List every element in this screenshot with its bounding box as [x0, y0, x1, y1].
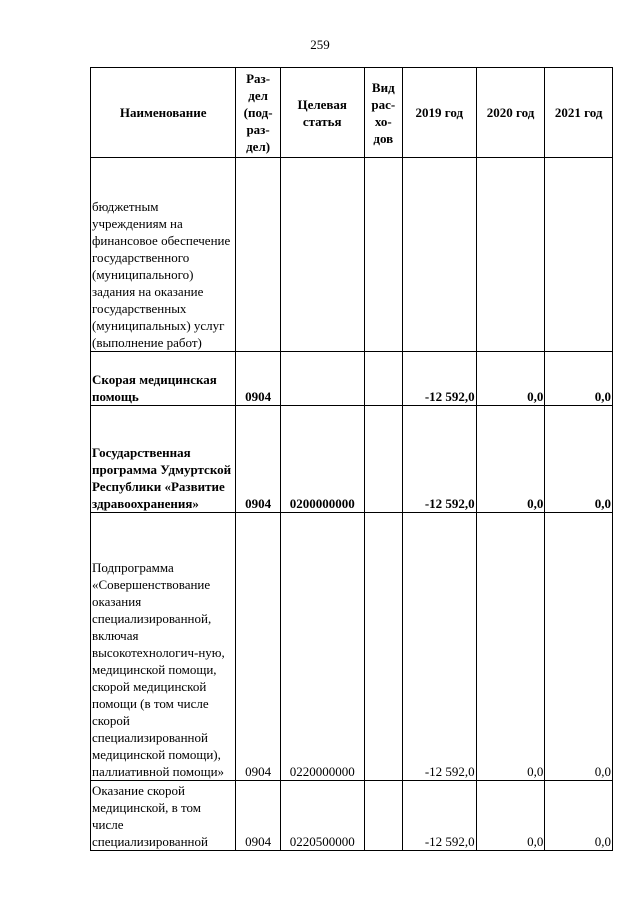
row-name: Государственная программа Удмуртской Республики «Развитие здравоохранения»: [91, 406, 236, 513]
row-2020: 0,0: [476, 352, 545, 406]
budget-table: [90, 67, 613, 851]
table-header-row: [91, 68, 613, 158]
row-2020: 0,0: [476, 513, 545, 781]
header-expense-type: Вид рас-хо-дов: [364, 68, 402, 158]
row-expense-type: [364, 513, 402, 781]
row-name: Скорая медицинская помощь: [91, 352, 236, 406]
row-2021: 0,0: [545, 513, 613, 781]
row-section: [236, 158, 280, 352]
row-name: Подпрограмма «Совершенствование оказания специализированной, включая высокотехнологич-ную, медицинской помощи, скорой медицинской помощи (в том числе скорой специализированной медицинской помощи), паллиативной помощи»: [91, 513, 236, 781]
row-section: 0904: [236, 352, 280, 406]
row-expense-type: [364, 781, 402, 851]
row-expense-type: [364, 406, 402, 513]
row-section: 0904: [236, 781, 280, 851]
row-2020: 0,0: [476, 406, 545, 513]
row-2021: [545, 158, 613, 352]
page-number: 259: [310, 37, 330, 52]
row-target: 0220500000: [280, 781, 364, 851]
row-target: 0220000000: [280, 513, 364, 781]
header-2019: 2019 год: [402, 68, 476, 158]
row-2020: [476, 158, 545, 352]
row-2019: -12 592,0: [402, 513, 476, 781]
table-row: [91, 158, 613, 352]
row-2020: 0,0: [476, 781, 545, 851]
table-row: [91, 781, 613, 851]
header-target: Целевая статья: [280, 68, 364, 158]
header-name: Наименование: [91, 68, 236, 158]
header-section: Раз-дел (под-раз-дел): [236, 68, 280, 158]
row-2019: -12 592,0: [402, 781, 476, 851]
row-2019: -12 592,0: [402, 352, 476, 406]
row-2019: -12 592,0: [402, 406, 476, 513]
row-expense-type: [364, 158, 402, 352]
row-name: Оказание скорой медицинской, в том числе специализированной: [91, 781, 236, 851]
row-2021: 0,0: [545, 352, 613, 406]
row-2019: [402, 158, 476, 352]
table-row: [91, 352, 613, 406]
row-target: 0200000000: [280, 406, 364, 513]
row-section: 0904: [236, 406, 280, 513]
table-row: [91, 406, 613, 513]
header-2021: 2021 год: [545, 68, 613, 158]
row-2021: 0,0: [545, 406, 613, 513]
row-2021: 0,0: [545, 781, 613, 851]
row-expense-type: [364, 352, 402, 406]
row-target: [280, 158, 364, 352]
table-row: [91, 513, 613, 781]
row-target: [280, 352, 364, 406]
row-section: 0904: [236, 513, 280, 781]
header-2020: 2020 год: [476, 68, 545, 158]
row-name: бюджетным учреждениям на финансовое обеспечение государственного (муниципального) задания на оказание государственных (муниципальных) услуг (выполнение работ): [91, 158, 236, 352]
